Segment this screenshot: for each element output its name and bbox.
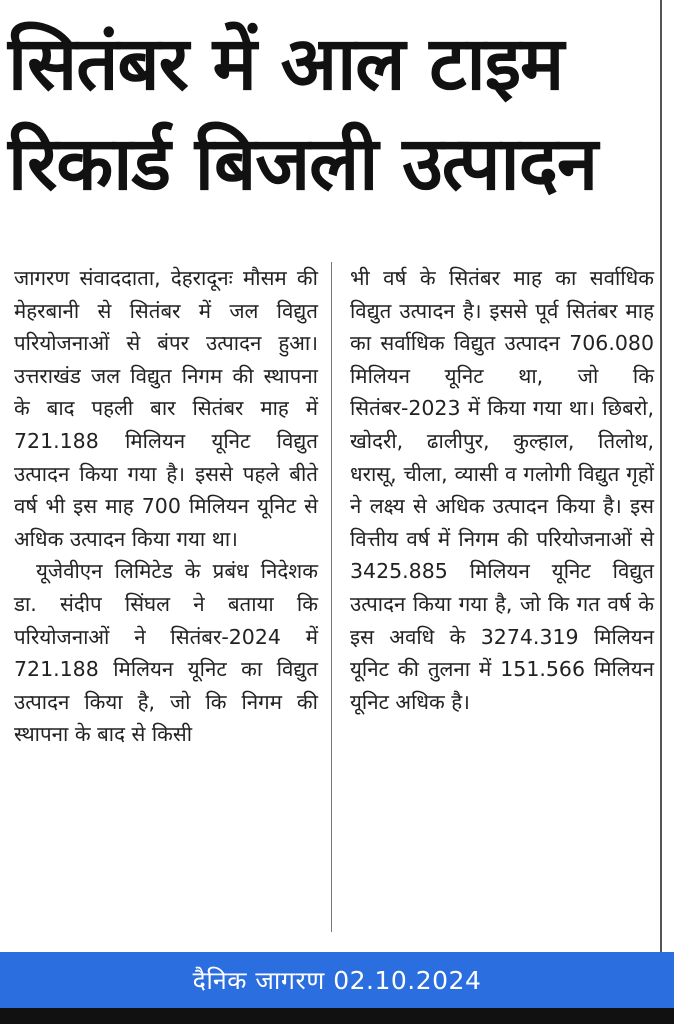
page-edge-rule — [660, 0, 662, 958]
paragraph-2: यूजेवीएन लिमिटेड के प्रबंध निदेशक डा. संदीप सिंघल ने बताया कि परियोजनाओं ने सितंबर-2024 में 721.188 मिलियन यूनिट का विद्युत उत्पादन किया है, जो कि निगम की स्थापना के बाद से किसी — [14, 559, 318, 747]
bottom-strip — [0, 1008, 674, 1024]
headline-line-2: रिकार्ड बिजली उत्पादन — [8, 121, 598, 207]
article-column-left — [14, 262, 318, 942]
source-caption: दैनिक जागरण 02.10.2024 — [192, 966, 482, 995]
source-caption-bar — [0, 952, 674, 1008]
paragraph-3: भी वर्ष के सितंबर माह का सर्वाधिक विद्युत उत्पादन है। इससे पूर्व सितंबर माह का सर्वाधिक विद्युत उत्पादन 706.080 मिलियन यूनिट था, जो कि सितंबर-2023 में किया गया था। छिबरो, खोदरी, ढालीपुर, कुल्हाल, तिलोथ, धरासू, चीला, व्यासी व गलोगी विद्युत गृहों ने लक्ष्य से अधिक उत्पादन किया है। इस वित्तीय वर्ष में निगम की परियोजनाओं से 3425.885 मिलियन यूनिट विद्युत उत्पादन किया गया है, जो कि गत वर्ष के इस अवधि के 3274.319 मिलियन यूनिट की तुलना में 151.566 मिलियन यूनिट अधिक है। — [350, 266, 654, 714]
headline-line-1: सितंबर में आल टाइम — [8, 21, 564, 107]
article-body — [14, 262, 654, 942]
column-divider — [331, 262, 332, 932]
article-column-right — [350, 262, 654, 942]
paragraph-1: जागरण संवाददाता, देहरादूनः मौसम की मेहरबानी से सितंबर में जल विद्युत परियोजनाओं से बंपर उत्पादन हुआ। उत्तराखंड जल विद्युत निगम की स्थापना के बाद पहली बार सितंबर माह में 721.188 मिलियन यूनिट विद्युत उत्पादन किया गया है। इससे पहले बीते वर्ष भी इस माह 700 मिलियन यूनिट से अधिक उत्पादन किया गया था। — [14, 266, 318, 551]
headline — [8, 14, 658, 214]
